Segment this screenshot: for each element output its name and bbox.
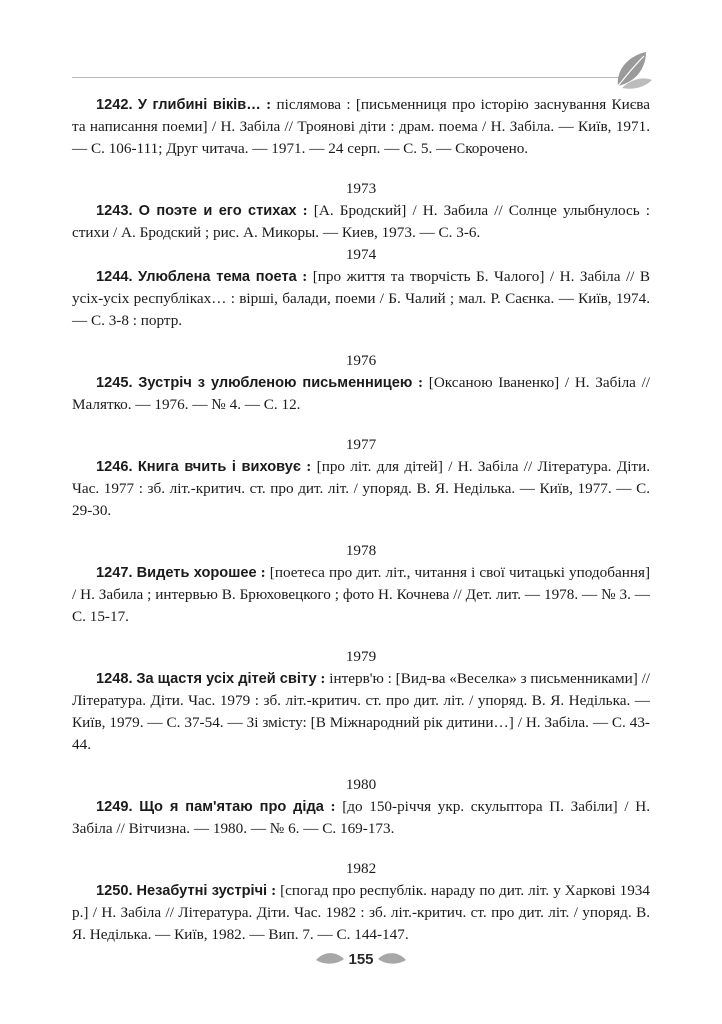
spacer [72,522,650,540]
bibliography-entry [72,456,650,522]
entry-separator: : [316,670,326,687]
entry-body: інтерв'ю : [Вид-ва «Веселка» з письменниками] // Література. Діти. Час. 1979 : зб. літ.-критич. ст. про дит. літ. / упоряд. В. Я. Неділька. — Київ, 1979. — С. 37-54. — Зі змісту: [В Міжнародний рік дитини…] / Н. Забіла. — С. 43-44. [72,670,651,753]
leaf-left-icon [316,951,344,967]
entry-separator: : [267,882,277,899]
entry-title: Незабутні зустрічі [136,883,268,899]
entry-number: 1246. [96,459,133,475]
bibliography-list [72,94,650,946]
entry-title: У глибині віків… [137,97,261,113]
page-footer [0,946,722,972]
entry-body: [спогад про республік. нараду по дит. літ. у Харкові 1934 р.] / Н. Забіла // Література. Діти. Час. 1982 : зб. літ.-критич. ст. про дит. літ. / упоряд. В. Я. Неділька. — Київ, 1982. — Вип. 7. — С. 144-147. [72,882,650,943]
spacer [72,756,650,774]
entry-number: 1244. [96,269,133,285]
year-heading: 1978 [345,542,377,559]
year-heading: 1980 [345,776,377,793]
spacer [72,628,650,646]
header-rule [72,77,622,78]
entry-separator: : [296,202,308,219]
entry-title: За щастя усіх дітей світу [136,671,317,687]
entry-separator: : [300,458,312,475]
bibliography-entry [72,796,650,840]
entry-separator: : [412,374,424,391]
entry-title: Книга вчить і виховує [137,459,301,475]
entry-number: 1245. [96,375,133,391]
entry-body: післямова : [письменниця про історію заснування Києва та написання поеми] / Н. Забіла // Троянові діти : драм. поема / Н. Забіла. — Київ, 1971. — С. 106-111; Друг читача. — 1971. — 24 серп. — С. 5. — Скорочено. [72,96,651,157]
entry-separator: : [296,268,308,285]
spacer [72,332,650,350]
bibliography-entry [72,94,650,160]
entry-body: [Оксаною Іваненко] / Н. Забіла // Малятко. — 1976. — № 4. — С. 12. [72,374,651,413]
year-heading: 1977 [345,436,377,453]
entry-body: [до 150-річчя укр. скульптора П. Забіли] / Н. Забіла // Вітчизна. — 1980. — № 6. — С. 169-173. [72,798,651,837]
entry-title: Що я пам'ятаю про діда [139,799,324,815]
entry-body: [А. Бродский] / Н. Забила // Солнце улыбнулось : стихи / А. Бродский ; рис. А. Микоры. — Киев, 1973. — С. 3-6. [72,202,650,241]
entry-title: Зустріч з улюбленою письменницею [138,375,413,391]
spacer [72,160,650,178]
entry-title: Видеть хорошее [136,565,257,581]
entry-number: 1250. [96,883,133,899]
bibliography-entry [72,668,650,756]
entry-block [72,94,650,160]
year-heading: 1976 [345,352,377,369]
year-heading: 1973 [345,180,377,197]
entry-title: О поэте и его стихах [138,203,297,219]
leaf-right-icon [378,951,406,967]
bibliography-entry [72,880,650,946]
year-heading: 1982 [345,860,377,877]
entry-number: 1243. [96,203,133,219]
entry-separator: : [260,96,272,113]
entry-number: 1249. [96,799,133,815]
entry-title: Улюблена тема поета [138,269,297,285]
entry-separator: : [323,798,336,815]
entry-number: 1247. [96,565,133,581]
entry-number: 1242. [96,97,133,113]
bibliography-entry [72,266,650,332]
entry-body: [про літ. для дітей] / Н. Забіла // Література. Діти. Час. 1977 : зб. літ.-критич. ст. про дит. літ. / упоряд. В. Я. Неділька. — Київ, 1977. — С. 29-30. [72,458,650,519]
entry-body: [про життя та творчість Б. Чалого] / Н. Забіла // В усіх-усіх республіках… : вірші, балади, поеми / Б. Чалий ; мал. Р. Саєнка. — Київ, 1974. — С. 3-8 : портр. [72,268,651,329]
bibliography-entry [72,562,650,628]
spacer [72,416,650,434]
page-number: 155 [348,950,374,968]
bibliography-entry [72,200,650,244]
year-heading: 1974 [345,246,377,263]
leaf-ornament-icon [612,48,652,90]
bibliography-entry [72,372,650,416]
year-heading: 1979 [345,648,377,665]
entry-body: [поетеса про дит. літ., читання і свої читацькі уподобання] / Н. Забила ; интервью В. Брюховецкого ; фото Н. Кочнева // Дет. лит. — 1978. — № 3. — С. 15-17. [72,564,651,625]
entry-separator: : [256,564,266,581]
spacer [72,840,650,858]
entry-number: 1248. [96,671,133,687]
